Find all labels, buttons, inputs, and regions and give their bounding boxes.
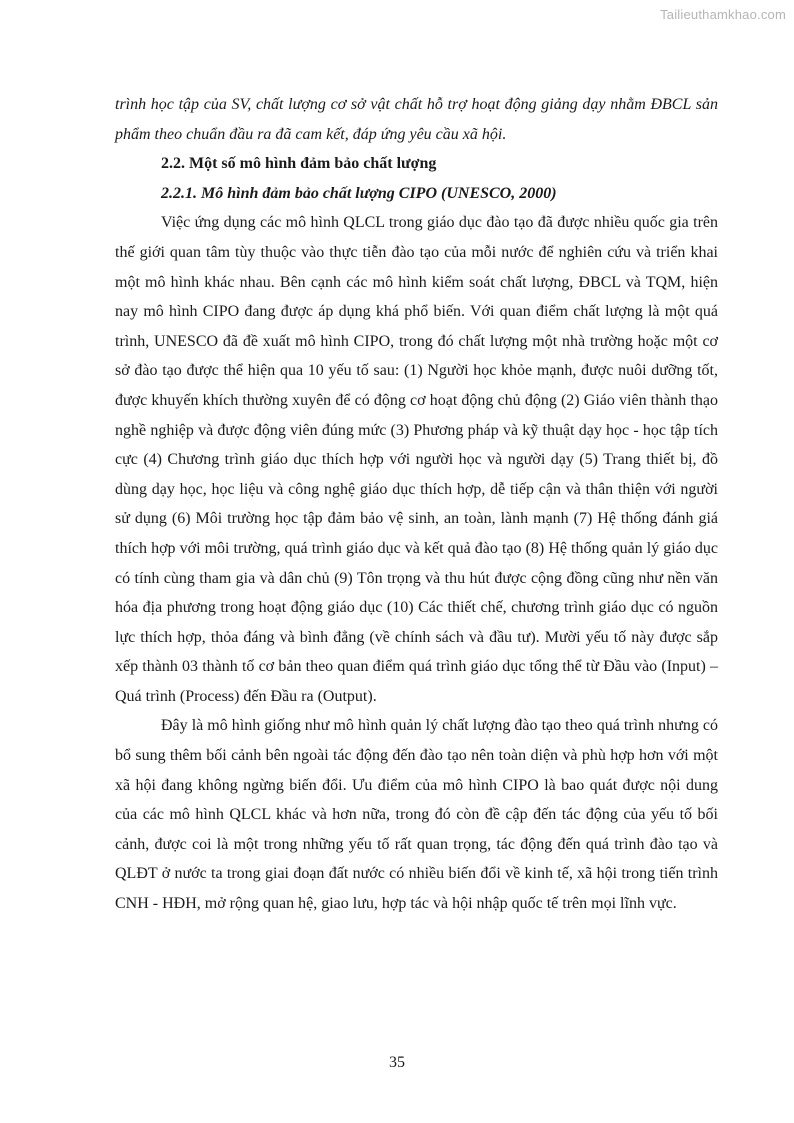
page-body xyxy=(115,90,718,919)
watermark: Tailieuthamkhao.com xyxy=(660,7,786,22)
section-heading: 2.2. Một số mô hình đảm bảo chất lượng xyxy=(161,155,437,173)
body-paragraph-2: Đây là mô hình giống như mô hình quản lý chất lượng đào tạo theo quá trình nhưng có bổ sung thêm bối cảnh bên ngoài tác động đến đào tạo nên toàn diện và phù hợp hơn với một xã hội đang không ngừng biến đổi. Ưu điểm của mô hình CIPO là bao quát được nội dung của các mô hình QLCL khác và hơn nữa, trong đó còn đề cập đến tác động của yếu tố bối cảnh, được coi là một trong những yếu tố rất quan trọng, tác động đến quá trình đào tạo và QLĐT ở nước ta trong giai đoạn đất nước có nhiều biến đổi về kinh tế, xã hội trong tiến trình CNH - HĐH, mở rộng quan hệ, giao lưu, hợp tác và hội nhập quốc tế trên mọi lĩnh vực. xyxy=(115,717,718,913)
intro-paragraph: trình học tập của SV, chất lượng cơ sở vật chất hỗ trợ hoạt động giảng dạy nhằm ĐBCL sản phẩm theo chuẩn đầu ra đã cam kết, đáp ứng yêu cầu xã hội. xyxy=(115,96,718,143)
page-number: 35 xyxy=(389,1054,405,1071)
subsection-heading: 2.2.1. Mô hình đảm bảo chất lượng CIPO (UNESCO, 2000) xyxy=(161,184,557,202)
body-paragraph-1: Việc ứng dụng các mô hình QLCL trong giáo dục đào tạo đã được nhiều quốc gia trên thế giới quan tâm tùy thuộc vào thực tiễn đào tạo của mỗi nước để nghiên cứu và triển khai một mô hình khác nhau. Bên cạnh các mô hình kiểm soát chất lượng, ĐBCL và TQM, hiện nay mô hình CIPO đang được áp dụng khá phổ biến. Với quan điểm chất lượng là một quá trình, UNESCO đã đề xuất mô hình CIPO, trong đó chất lượng một nhà trường hoặc một cơ sở đào tạo được thể hiện qua 10 yếu tố sau: (1) Người học khỏe mạnh, được nuôi dưỡng tốt, được khuyến khích thường xuyên để có động cơ hoạt động chủ động (2) Giáo viên thành thạo nghề nghiệp và được động viên đúng mức (3) Phương pháp và kỹ thuật dạy học - học tập tích cực (4) Chương trình giáo dục thích hợp với người học và người dạy (5) Trang thiết bị, đồ dùng dạy học, học liệu và công nghệ giáo dục thích hợp, dễ tiếp cận và thân thiện với người sử dụng (6) Môi trường học tập đảm bảo vệ sinh, an toàn, lành mạnh (7) Hệ thống đánh giá thích hợp với môi trường, quá trình giáo dục và kết quả đào tạo (8) Hệ thống quản lý giáo dục có tính cùng tham gia và dân chủ (9) Tôn trọng và thu hút được cộng đồng cũng như nền văn hóa địa phương trong hoạt động giáo dục (10) Các thiết chế, chương trình giáo dục có nguồn lực thích hợp, thỏa đáng và bình đẳng (về chính sách và đầu tư). Mười yếu tố này được sắp xếp thành 03 thành tố cơ bản theo quan điểm quá trình giáo dục tổng thể từ Đầu vào (Input) – Quá trình (Process) đến Đầu ra (Output). xyxy=(115,214,718,705)
